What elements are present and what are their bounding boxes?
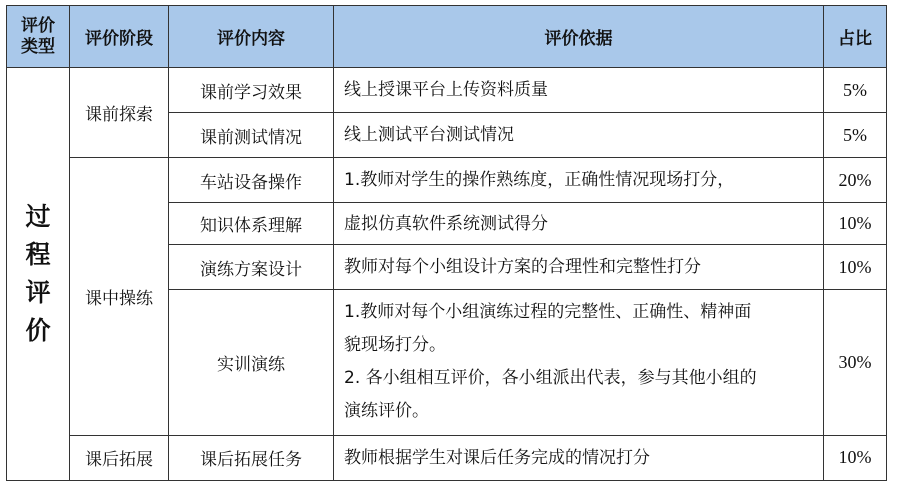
content-cell: 课前学习效果 — [169, 68, 334, 113]
header-basis: 评价依据 — [334, 6, 824, 68]
header-ratio: 占比 — [824, 6, 887, 68]
basis-line: 貌现场打分。 — [344, 335, 446, 356]
table-row — [7, 68, 887, 113]
content-cell: 演练方案设计 — [169, 245, 334, 289]
header-content: 评价内容 — [169, 6, 334, 68]
header-type-text: 评价类型 — [21, 15, 55, 57]
content-cell: 课前测试情况 — [169, 113, 334, 158]
table-row — [7, 158, 887, 203]
ratio-cell: 30% — [824, 289, 887, 435]
stage-post: 课后拓展 — [70, 435, 169, 480]
ratio-cell: 10% — [824, 245, 887, 289]
ratio-cell: 5% — [824, 113, 887, 158]
basis-cell-multiline — [334, 289, 824, 435]
header-row — [7, 6, 887, 68]
basis-line: 演练评价。 — [344, 401, 429, 422]
basis-line: 1.教师对每个小组演练过程的完整性、正确性、精神面 — [344, 302, 752, 323]
header-type — [7, 6, 70, 68]
content-cell: 课后拓展任务 — [169, 435, 334, 480]
basis-cell: 教师根据学生对课后任务完成的情况打分 — [334, 435, 824, 480]
header-stage: 评价阶段 — [70, 6, 169, 68]
basis-cell: 虚拟仿真软件系统测试得分 — [334, 203, 824, 245]
basis-cell: 线上授课平台上传资料质量 — [334, 68, 824, 113]
basis-line: 2. 各小组相互评价，各小组派出代表，参与其他小组的 — [344, 368, 757, 389]
ratio-cell: 10% — [824, 435, 887, 480]
ratio-cell: 20% — [824, 158, 887, 203]
content-cell: 车站设备操作 — [169, 158, 334, 203]
content-cell: 实训演练 — [169, 289, 334, 435]
basis-cell: 线上测试平台测试情况 — [334, 113, 824, 158]
stage-mid: 课中操练 — [70, 158, 169, 436]
basis-cell: 教师对每个小组设计方案的合理性和完整性打分 — [334, 245, 824, 289]
content-cell: 知识体系理解 — [169, 203, 334, 245]
ratio-cell: 10% — [824, 203, 887, 245]
eval-type-cell — [7, 68, 70, 481]
stage-pre: 课前探索 — [70, 68, 169, 158]
evaluation-table — [6, 5, 887, 481]
table-row — [7, 435, 887, 480]
ratio-cell: 5% — [824, 68, 887, 113]
eval-type-text: 过程评价 — [25, 202, 51, 346]
basis-cell: 1.教师对学生的操作熟练度，正确性情况现场打分， — [334, 158, 824, 203]
